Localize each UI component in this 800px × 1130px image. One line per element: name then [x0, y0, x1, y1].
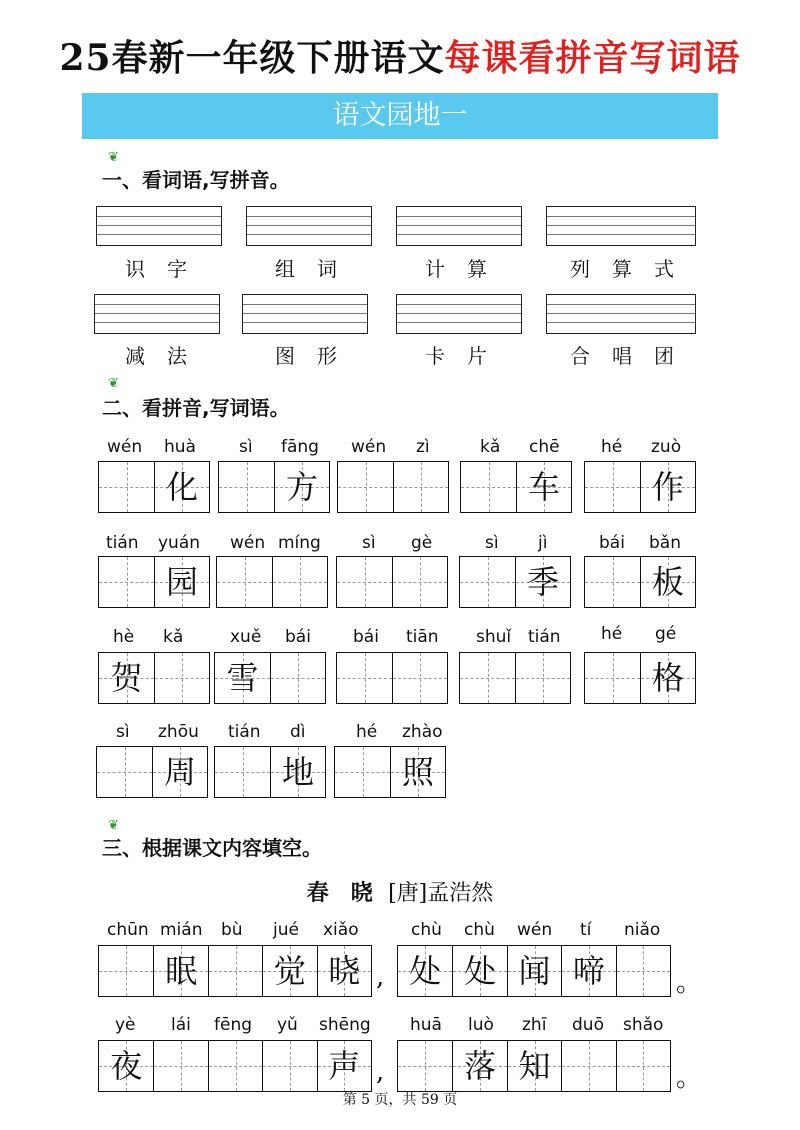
- char-grid[interactable]: 格: [584, 652, 696, 704]
- pinyin-box[interactable]: [396, 294, 522, 334]
- section-heading-3: 三、根据课文内容填空。: [102, 836, 322, 860]
- title-main: 25春新一年级下册语文: [59, 37, 445, 79]
- section-heading-1: 一、看词语,写拼音。: [102, 168, 290, 192]
- word-label: 减法: [125, 344, 209, 368]
- word-label: 合唱团: [570, 344, 696, 368]
- char-grid[interactable]: [336, 556, 448, 608]
- word-label: 计算: [425, 257, 509, 281]
- char-grid[interactable]: 季: [459, 556, 571, 608]
- page-title: [0, 30, 800, 81]
- pinyin-box[interactable]: [396, 206, 522, 246]
- word-label: 卡片: [425, 344, 509, 368]
- pinyin-box[interactable]: [242, 294, 368, 334]
- word-label: 列算式: [570, 257, 696, 281]
- poem-grid[interactable]: 眠 觉 晓: [98, 945, 372, 997]
- lesson-banner: 语文园地一: [82, 93, 718, 139]
- char-grid[interactable]: [336, 652, 448, 704]
- char-grid[interactable]: 板: [584, 556, 696, 608]
- char-grid[interactable]: 照: [334, 746, 446, 798]
- leaf-icon: ❦: [108, 376, 119, 391]
- char-grid[interactable]: [337, 461, 449, 513]
- char-grid[interactable]: [216, 556, 328, 608]
- char-grid[interactable]: 作: [584, 461, 696, 513]
- char-grid[interactable]: 贺: [98, 652, 210, 704]
- word-label: 识字: [125, 257, 209, 281]
- char-grid[interactable]: 周: [96, 746, 208, 798]
- char-grid[interactable]: 园: [98, 556, 210, 608]
- poem-grid[interactable]: 夜 声: [98, 1040, 372, 1092]
- char-grid[interactable]: [459, 652, 571, 704]
- word-label: 组词: [275, 257, 359, 281]
- poem-title: 春 晓: [306, 880, 373, 906]
- pinyin-box[interactable]: [94, 294, 220, 334]
- title-highlight: 每课看拼音写词语: [444, 37, 741, 79]
- section-heading-2: 二、看拼音,写词语。: [102, 396, 290, 420]
- pinyin-box[interactable]: [96, 206, 222, 246]
- pinyin-box[interactable]: [246, 206, 372, 246]
- poem-grid[interactable]: 处 处 闻 啼: [397, 945, 671, 997]
- poem-author: [唐]孟浩然: [388, 881, 494, 906]
- word-label: 图形: [275, 344, 359, 368]
- leaf-icon: ❦: [108, 818, 119, 833]
- char-grid[interactable]: 雪: [214, 652, 326, 704]
- char-grid[interactable]: 车: [460, 461, 572, 513]
- char-grid[interactable]: 方: [218, 461, 330, 513]
- pinyin-box[interactable]: [546, 206, 696, 246]
- pinyin-box[interactable]: [546, 294, 696, 334]
- leaf-icon: ❦: [108, 150, 119, 165]
- poem-grid[interactable]: 落 知: [397, 1040, 671, 1092]
- char-grid[interactable]: 地: [214, 746, 326, 798]
- page-number: 第 5 页，共 59 页: [342, 1092, 458, 1108]
- poem-title-line: [0, 876, 800, 907]
- char-grid[interactable]: 化: [98, 461, 210, 513]
